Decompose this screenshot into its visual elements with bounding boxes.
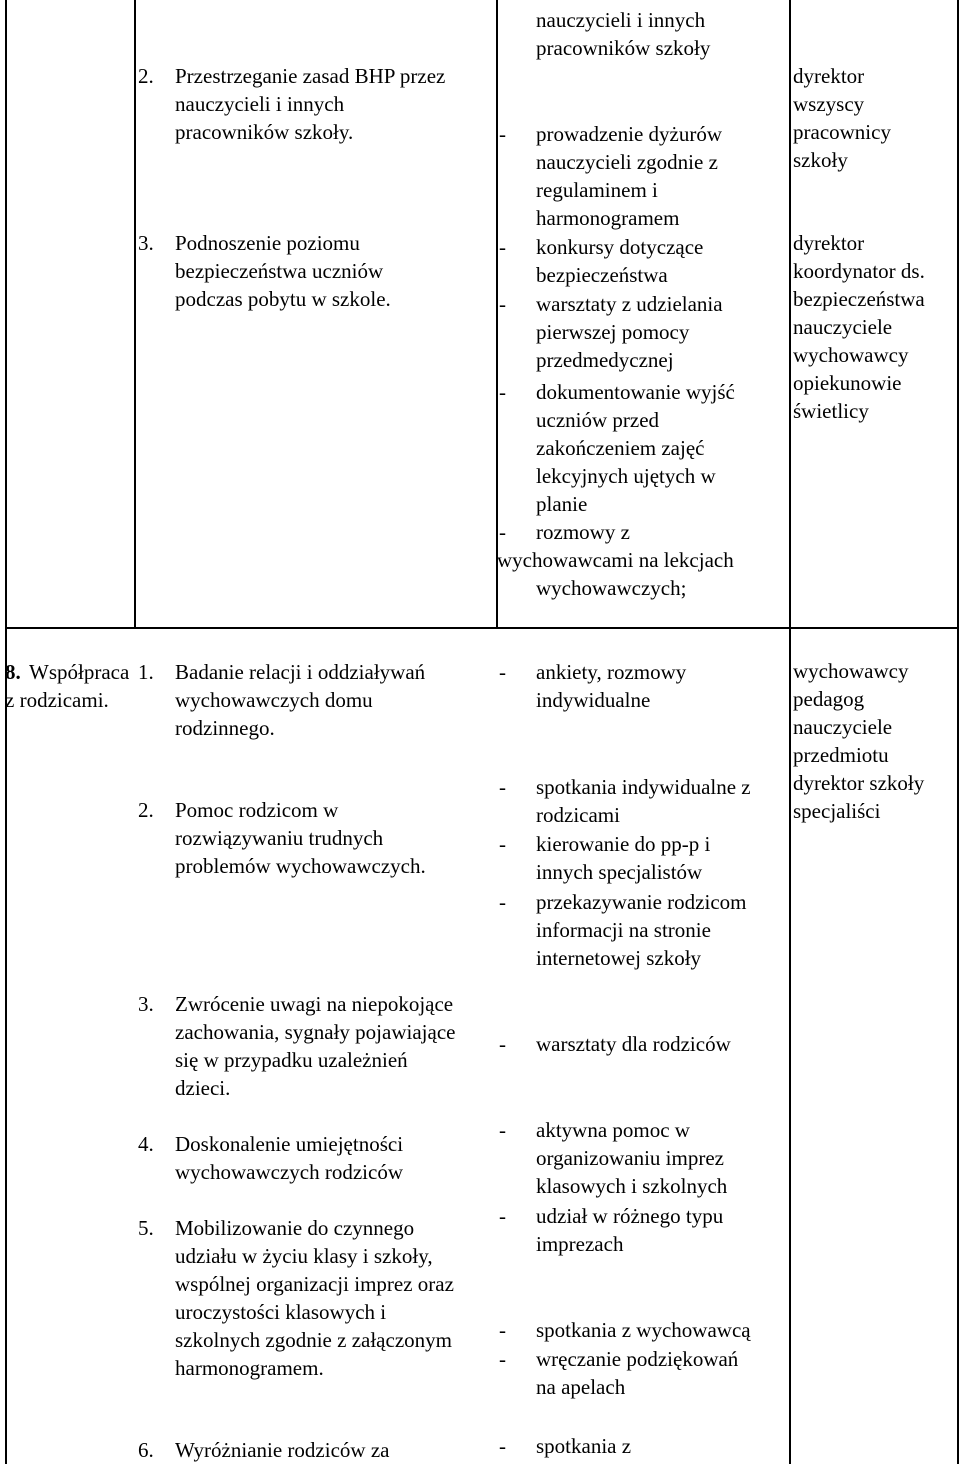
task-text-line: planie xyxy=(536,492,588,516)
responsible-line: nauczyciele xyxy=(793,315,893,339)
goal-text-line: Mobilizowanie do czynnego xyxy=(175,1216,415,1240)
task-text-line: imprezach xyxy=(536,1232,624,1256)
area-number: 8. xyxy=(5,660,21,684)
task-text-line: indywidualne xyxy=(536,688,651,712)
task-text-line: ankiety, rozmowy xyxy=(536,660,687,684)
task-dash: - xyxy=(499,890,506,914)
goal-number: 2. xyxy=(138,798,154,822)
task-text-line: innych specjalistów xyxy=(536,860,703,884)
task-text-line: przedmedycznej xyxy=(536,348,674,372)
task-dash: - xyxy=(499,660,506,684)
goal-text-line: udziału w życiu klasy i szkoły, xyxy=(175,1244,433,1268)
responsible-line: dyrektor xyxy=(793,231,865,255)
responsible-line: specjaliści xyxy=(793,799,881,823)
task-text-line: przekazywanie rodzicom xyxy=(536,890,747,914)
goal-text-line: problemów wychowawczych. xyxy=(175,854,426,878)
responsible-line: wszyscy xyxy=(793,92,865,116)
task-text-line: aktywna pomoc w xyxy=(536,1118,690,1142)
goal-text-line: się w przypadku uzależnień xyxy=(175,1048,408,1072)
goal-text-line: podczas pobytu w szkole. xyxy=(175,287,391,311)
goal-text-line: Podnoszenie poziomu xyxy=(175,231,360,255)
column-divider-tasks-left xyxy=(496,0,498,628)
goal-text-line: szkolnych zgodnie z załączonym xyxy=(175,1328,452,1352)
task-text-line: harmonogramem xyxy=(536,206,680,230)
task-text-line: udział w różnego typu xyxy=(536,1204,724,1228)
goal-number: 3. xyxy=(138,992,154,1016)
responsible-line: dyrektor xyxy=(793,64,865,88)
task-dash: - xyxy=(499,1347,506,1371)
task-dash: - xyxy=(499,380,506,404)
task-text-line: regulaminem i xyxy=(536,178,658,202)
responsible-line: dyrektor szkoły xyxy=(793,771,925,795)
goal-number: 6. xyxy=(138,1438,154,1462)
task-dash: - xyxy=(499,1318,506,1342)
task-dash: - xyxy=(499,520,506,544)
task-text-line: lekcyjnych ujętych w xyxy=(536,464,716,488)
responsible-line: pracownicy xyxy=(793,120,891,144)
task-text-line: bezpieczeństwa xyxy=(536,263,668,287)
responsible-line: bezpieczeństwa xyxy=(793,287,925,311)
goal-number: 3. xyxy=(138,231,154,255)
table-border-left xyxy=(5,0,7,1464)
goal-number: 1. xyxy=(138,660,154,684)
task-text-line: kierowanie do pp-p i xyxy=(536,832,711,856)
task-text-line: nauczycieli zgodnie z xyxy=(536,150,718,174)
task-text-line: warsztaty z udzielania xyxy=(536,292,723,316)
goal-text-line: zachowania, sygnały pojawiające xyxy=(175,1020,456,1044)
responsible-line: opiekunowie xyxy=(793,371,902,395)
task-text-line: nauczycieli i innych xyxy=(536,8,706,32)
responsible-line: świetlicy xyxy=(793,399,869,423)
area-title-line: z rodzicami. xyxy=(5,688,109,712)
task-text-line: spotkania z xyxy=(536,1434,632,1458)
task-text-line: dokumentowanie wyjść xyxy=(536,380,735,404)
goal-number: 4. xyxy=(138,1132,154,1156)
goal-text-line: wspólnej organizacji imprez oraz xyxy=(175,1272,454,1296)
column-divider-goals-left xyxy=(134,0,136,628)
responsible-line: przedmiotu xyxy=(793,743,889,767)
task-text-line: internetowej szkoły xyxy=(536,946,702,970)
table-border-right xyxy=(957,0,959,1464)
task-dash: - xyxy=(499,122,506,146)
task-text-line: pierwszej pomocy xyxy=(536,320,690,344)
goal-text-line: Pomoc rodzicom w xyxy=(175,798,339,822)
goal-text-line: uroczystości klasowych i xyxy=(175,1300,387,1324)
task-text-line: rodzicami xyxy=(536,803,620,827)
goal-text-line: harmonogramem. xyxy=(175,1356,324,1380)
task-dash: - xyxy=(499,1118,506,1142)
goal-number: 5. xyxy=(138,1216,154,1240)
task-text-line: informacji na stronie xyxy=(536,918,711,942)
row-divider xyxy=(5,627,958,629)
goal-text-line: Badanie relacji i oddziaływań xyxy=(175,660,426,684)
task-text-line: spotkania z wychowawcą xyxy=(536,1318,751,1342)
task-text-line: organizowaniu imprez xyxy=(536,1146,724,1170)
task-dash: - xyxy=(499,292,506,316)
goal-number: 2. xyxy=(138,64,154,88)
task-text-line: prowadzenie dyżurów xyxy=(536,122,723,146)
column-divider-responsible-left xyxy=(789,0,791,1464)
task-text-line: warsztaty dla rodziców xyxy=(536,1032,731,1056)
goal-text-line: rodzinnego. xyxy=(175,716,275,740)
goal-text-line: rozwiązywaniu trudnych xyxy=(175,826,384,850)
task-text-line: zakończeniem zajęć xyxy=(536,436,705,460)
responsible-line: koordynator ds. xyxy=(793,259,925,283)
goal-text-line: Przestrzeganie zasad BHP przez xyxy=(175,64,446,88)
area-title-line: Współpraca xyxy=(29,660,130,684)
task-text-line: wychowawczych; xyxy=(536,576,687,600)
responsible-line: pedagog xyxy=(793,687,865,711)
task-text-line: wychowawcami na lekcjach xyxy=(497,548,734,572)
goal-text-line: wychowawczych rodziców xyxy=(175,1160,403,1184)
task-text-line: spotkania indywidualne z xyxy=(536,775,751,799)
goal-text-line: Zwrócenie uwagi na niepokojące xyxy=(175,992,454,1016)
goal-text-line: dzieci. xyxy=(175,1076,231,1100)
task-dash: - xyxy=(499,775,506,799)
goal-text-line: Doskonalenie umiejętności xyxy=(175,1132,404,1156)
task-text-line: wręczanie podziękowań xyxy=(536,1347,739,1371)
task-dash: - xyxy=(499,1434,506,1458)
goal-text-line: bezpieczeństwa uczniów xyxy=(175,259,384,283)
task-text-line: uczniów przed xyxy=(536,408,660,432)
task-text-line: na apelach xyxy=(536,1375,626,1399)
task-text-line: pracowników szkoły xyxy=(536,36,711,60)
task-text-line: rozmowy z xyxy=(536,520,630,544)
task-dash: - xyxy=(499,832,506,856)
responsible-line: nauczyciele xyxy=(793,715,893,739)
responsible-line: wychowawcy xyxy=(793,659,909,683)
task-dash: - xyxy=(499,235,506,259)
task-dash: - xyxy=(499,1204,506,1228)
goal-text-line: wychowawczych domu xyxy=(175,688,373,712)
goal-text-line: Wyróżnianie rodziców za xyxy=(175,1438,390,1462)
task-text-line: konkursy dotyczące xyxy=(536,235,704,259)
task-dash: - xyxy=(499,1032,506,1056)
responsible-line: szkoły xyxy=(793,148,848,172)
goal-text-line: nauczycieli i innych xyxy=(175,92,345,116)
responsible-line: wychowawcy xyxy=(793,343,909,367)
goal-text-line: pracowników szkoły. xyxy=(175,120,354,144)
task-text-line: klasowych i szkolnych xyxy=(536,1174,728,1198)
